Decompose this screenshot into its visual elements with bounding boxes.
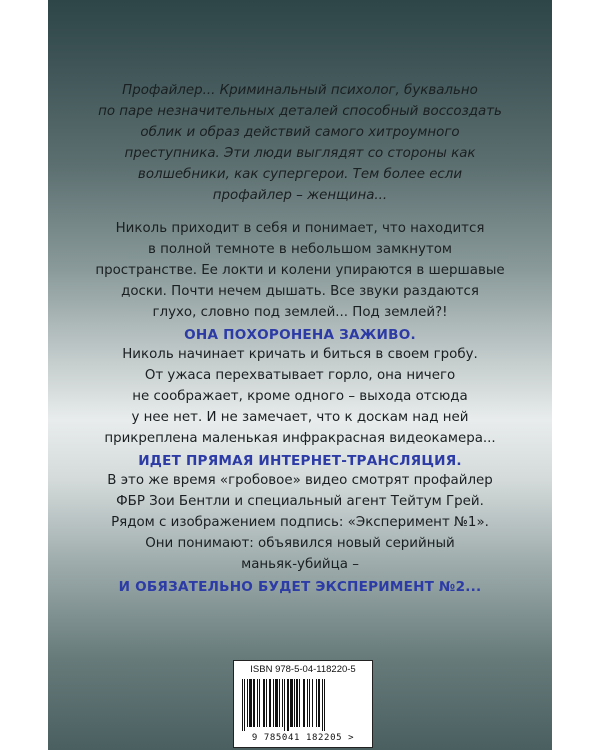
barcode-bar xyxy=(249,679,252,727)
barcode-bar xyxy=(322,679,323,731)
barcode-bar xyxy=(296,679,298,727)
blurb-line: прикреплена маленькая инфракрасная видеокамера... xyxy=(104,431,496,446)
blurb-line: Рядом с изображением подпись: «Эксперимент №1». xyxy=(111,515,489,530)
blurb-line: в полной темноте в небольшом замкнутом xyxy=(147,242,453,257)
blurb-line: глухо, словно под землей... Под землей?! xyxy=(152,305,448,320)
barcode-bar xyxy=(294,679,295,727)
barcode-bar xyxy=(242,679,243,731)
barcode-bar xyxy=(316,679,317,727)
barcode-bar xyxy=(266,679,267,727)
blurb-line: В это же время «гробовое» видео смотрят профайлер xyxy=(107,473,493,488)
blurb-emphasis-2: ИДЕТ ПРЯМАЯ ИНТЕРНЕТ-ТРАНСЛЯЦИЯ. xyxy=(138,453,462,469)
blurb-line: облик и образ действий самого хитроумного xyxy=(140,125,460,140)
barcode-bar xyxy=(282,679,283,727)
blurb-line: ФБР Зои Бентли и специальный агент Тейтум Грей. xyxy=(116,494,484,509)
isbn-label: ISBN 978-5-04-118220-5 xyxy=(250,664,356,675)
barcode-bar xyxy=(303,679,305,727)
barcode-bar xyxy=(257,679,258,727)
blurb-line: доски. Почти нечем дышать. Все звуки раздаются xyxy=(121,284,479,299)
barcode-bar xyxy=(324,679,325,731)
blurb-line: не соображает, кроме одного – выхода отсюда xyxy=(132,389,468,404)
barcode-bar xyxy=(273,679,274,727)
blurb-line: волшебники, как супергерои. Тем более если xyxy=(137,167,463,182)
barcode-bar xyxy=(244,679,245,731)
barcode-bar xyxy=(259,679,260,727)
blurb-line: Они понимают: объявился новый серийный xyxy=(145,536,455,551)
barcode-bar xyxy=(247,679,248,727)
blurb-paragraph-2 xyxy=(48,218,552,346)
isbn-barcode xyxy=(233,660,373,748)
blurb-line: у нее нет. И не замечает, что к доскам над ней xyxy=(131,410,469,425)
barcode-bar xyxy=(284,679,285,731)
blurb-emphasis-1: ОНА ПОХОРОНЕНА ЗАЖИВО. xyxy=(184,327,416,343)
barcode-bar xyxy=(309,679,310,727)
blurb-line: по паре незначительных деталей способный воссоздать xyxy=(98,104,502,119)
blurb-line: профайлер – женщина... xyxy=(212,188,388,203)
blurb-line: От ужаса перехватывает горло, она ничего xyxy=(144,368,456,383)
barcode-bar xyxy=(318,679,320,727)
blurb-paragraph-1 xyxy=(48,80,552,206)
blurb-line: Николь начинает кричать и биться в своем гробу. xyxy=(122,347,478,362)
blurb-paragraph-4 xyxy=(48,470,552,598)
blurb-line: пространстве. Ее локти и колени упираются в шершавые xyxy=(95,263,505,278)
barcode-digits: 9 785041 182205 > xyxy=(251,733,355,743)
barcode-bar xyxy=(269,679,271,727)
barcode-bar xyxy=(287,679,289,731)
barcode-bar xyxy=(263,679,265,727)
blurb-paragraph-3 xyxy=(48,344,552,472)
blurb-line: маньяк-убийца – xyxy=(241,557,359,572)
blurb-emphasis-3: И ОБЯЗАТЕЛЬНО БУДЕТ ЭКСПЕРИМЕНТ №2... xyxy=(118,579,482,595)
barcode-bars-icon xyxy=(240,679,366,731)
barcode-bar xyxy=(279,679,280,727)
book-back-cover xyxy=(48,0,552,750)
barcode-bar xyxy=(312,679,313,727)
blurb-line: Николь приходит в себя и понимает, что находится xyxy=(115,221,485,236)
barcode-bar xyxy=(299,679,300,727)
barcode-bar xyxy=(290,679,293,727)
barcode-bar xyxy=(253,679,255,727)
barcode-bar xyxy=(307,679,308,727)
barcode-bar xyxy=(275,679,278,727)
blurb-line: Профайлер... Криминальный психолог, буквально xyxy=(122,83,478,98)
blurb-line: преступника. Эти люди выглядят со стороны как xyxy=(124,146,476,161)
